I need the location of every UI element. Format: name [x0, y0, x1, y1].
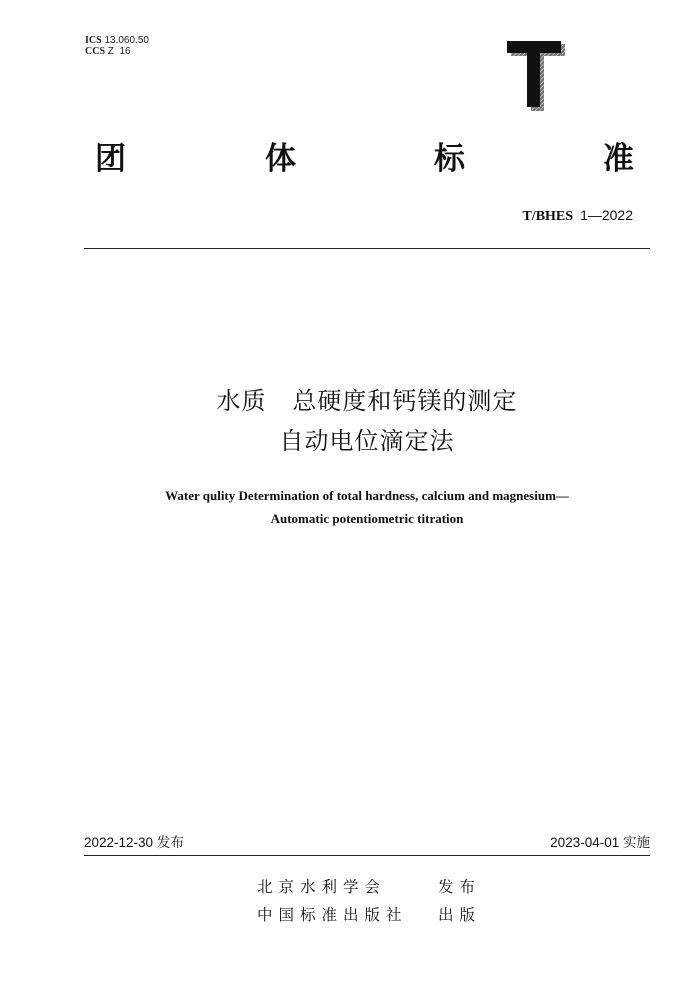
top-divider — [84, 248, 650, 249]
standard-type-char-4: 准 — [603, 141, 634, 177]
ccs-code: CCS Z 16 — [85, 46, 131, 57]
issuer-action: 发布 — [438, 878, 482, 896]
bottom-divider — [84, 855, 650, 856]
title-en-line1: Water qulity Determination of total hardness, calcium and magnesium— — [165, 488, 569, 503]
standard-type-char-3: 标 — [434, 141, 465, 177]
ics-code: ICS 13.060.50 — [85, 35, 149, 46]
standard-type-char-1: 团 — [95, 141, 126, 177]
title-zh-line1: 水质 总硬度和钙镁的测定 — [216, 387, 518, 415]
standard-letter-logo — [507, 41, 565, 111]
publisher-name: 中国标准出版社 — [257, 906, 408, 924]
title-zh-line2: 自动电位滴定法 — [279, 427, 455, 455]
standard-type-char-2: 体 — [265, 141, 296, 177]
issue-date: 2022-12-30 发布 — [84, 835, 184, 851]
title-en-line2: Automatic potentiometric titration — [270, 511, 464, 526]
effective-date: 2023-04-01 实施 — [550, 835, 650, 851]
standard-number: T/BHES 1—2022 — [522, 207, 633, 224]
publisher-action: 出版 — [438, 906, 482, 924]
issuer-name: 北京水利学会 — [257, 878, 387, 896]
